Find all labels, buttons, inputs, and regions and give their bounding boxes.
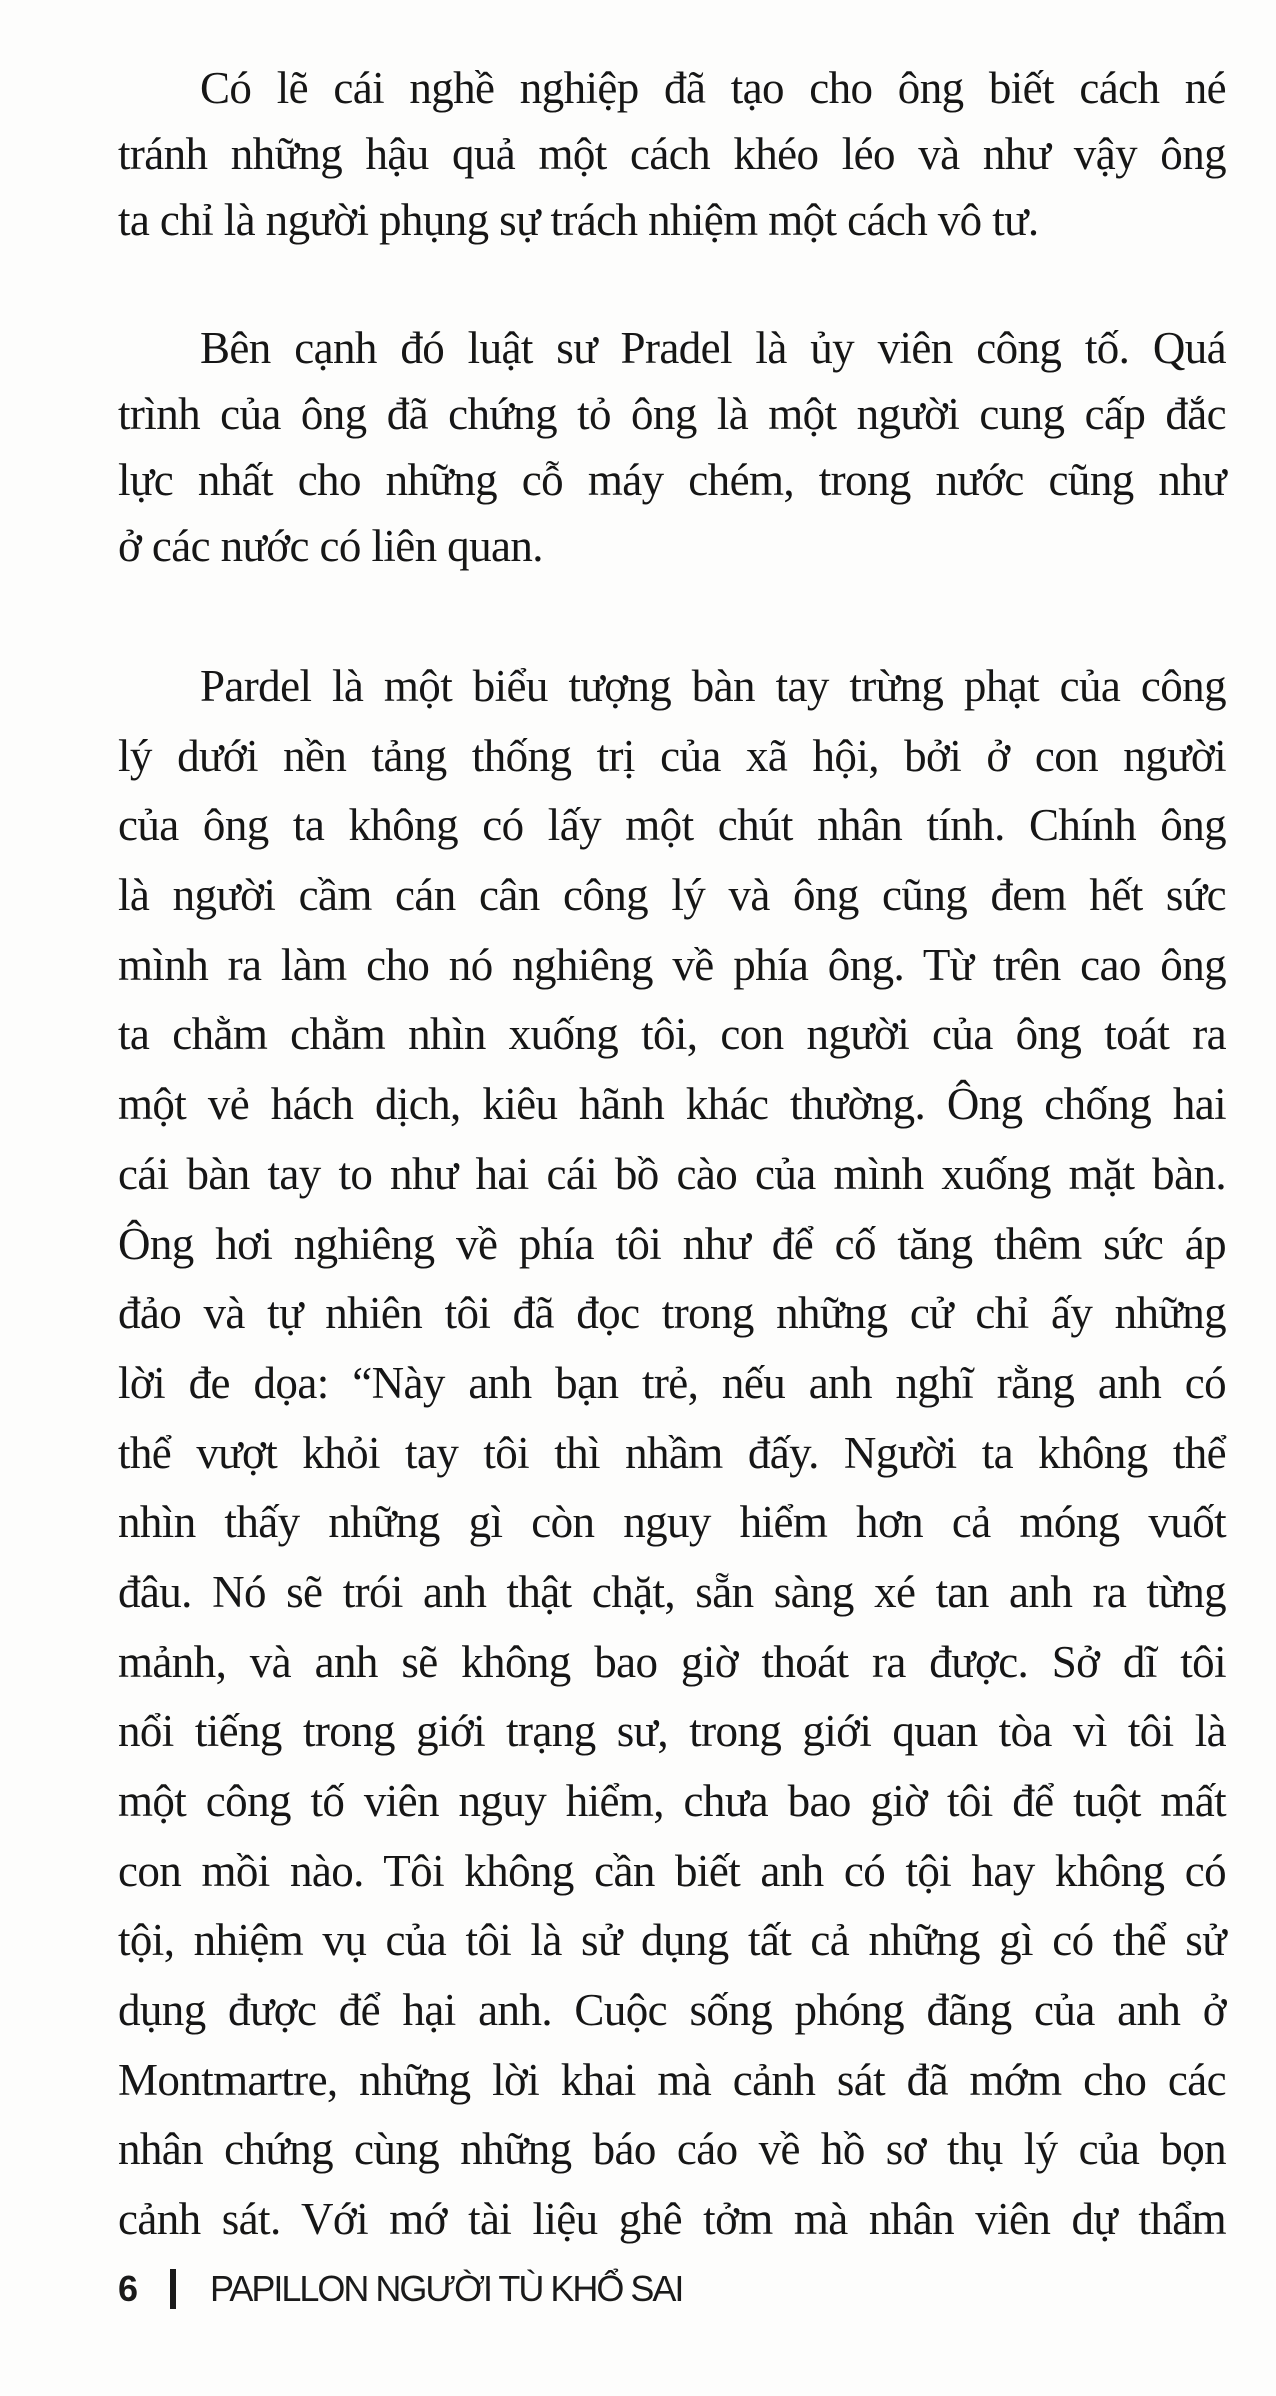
text-line: lực nhất cho những cỗ máy chém, trong nước cũng như bbox=[118, 455, 1226, 505]
text-line: lý dưới nền tảng thống trị của xã hội, bởi ở con người bbox=[118, 730, 1226, 781]
paragraph-1 bbox=[118, 55, 1226, 253]
text-line: một vẻ hách dịch, kiêu hãnh khác thường. Ông chống hai bbox=[118, 1079, 1226, 1130]
text-line: mình ra làm cho nó nghiêng về phía ông. Từ trên cao ông bbox=[118, 939, 1226, 990]
text-line: lời đe dọa: “Này anh bạn trẻ, nếu anh nghĩ rằng anh có bbox=[118, 1357, 1226, 1408]
text-line: cảnh sát. Với mớ tài liệu ghê tởm mà nhân viên dự thẩm bbox=[118, 2194, 1226, 2245]
text-line: tội, nhiệm vụ của tôi là sử dụng tất cả những gì có thể sử bbox=[118, 1915, 1226, 1966]
text-line: nhìn thấy những gì còn nguy hiểm hơn cả móng vuốt bbox=[118, 1497, 1226, 1548]
book-title: PAPILLON NGƯỜI TÙ KHỔ SAI bbox=[210, 2268, 683, 2309]
paragraph-2 bbox=[118, 315, 1226, 579]
text-line: tránh những hậu quả một cách khéo léo và như vậy ông bbox=[118, 129, 1226, 179]
page-number: 6 bbox=[118, 2268, 139, 2309]
text-line: nổi tiếng trong giới trạng sư, trong giới quan tòa vì tôi là bbox=[118, 1706, 1226, 1757]
text-line: cái bàn tay to như hai cái bồ cào của mình xuống mặt bàn. bbox=[118, 1148, 1226, 1199]
paragraph-3 bbox=[118, 652, 1226, 2255]
text-line: Bên cạnh đó luật sư Pradel là ủy viên công tố. Quá bbox=[200, 323, 1226, 373]
text-line: là người cầm cán cân công lý và ông cũng đem hết sức bbox=[118, 870, 1226, 921]
text-line: Montmartre, những lời khai mà cảnh sát đã mớm cho các bbox=[118, 2054, 1226, 2105]
text-line: đâu. Nó sẽ trói anh thật chặt, sẵn sàng xé tan anh ra từng bbox=[118, 1566, 1226, 1617]
text-line: mảnh, và anh sẽ không bao giờ thoát ra được. Sở dĩ tôi bbox=[118, 1636, 1226, 1687]
text-line: Ông hơi nghiêng về phía tôi như để cố tăng thêm sức áp bbox=[118, 1218, 1226, 1269]
page-footer bbox=[118, 2268, 682, 2310]
text-line: một công tố viên nguy hiểm, chưa bao giờ tôi để tuột mất bbox=[118, 1776, 1226, 1826]
footer-divider bbox=[170, 2269, 176, 2309]
text-line: dụng được để hại anh. Cuộc sống phóng đãng của anh ở bbox=[118, 1985, 1226, 2036]
text-line: ta chỉ là người phụng sự trách nhiệm một cách vô tư. bbox=[118, 195, 1039, 245]
text-line: Có lẽ cái nghề nghiệp đã tạo cho ông biết cách né bbox=[200, 63, 1226, 113]
text-line: đảo và tự nhiên tôi đã đọc trong những cử chỉ ấy những bbox=[118, 1288, 1226, 1339]
text-line: ta chằm chằm nhìn xuống tôi, con người của ông toát ra bbox=[118, 1009, 1226, 1060]
text-line: Pardel là một biểu tượng bàn tay trừng phạt của công bbox=[200, 661, 1226, 711]
text-line: con mồi nào. Tôi không cần biết anh có tội hay không có bbox=[118, 1845, 1226, 1896]
text-line: của ông ta không có lấy một chút nhân tính. Chính ông bbox=[118, 800, 1226, 851]
text-line: nhân chứng cùng những báo cáo về hồ sơ thụ lý của bọn bbox=[118, 2124, 1226, 2175]
text-line: trình của ông đã chứng tỏ ông là một người cung cấp đắc bbox=[118, 389, 1226, 439]
text-line: ở các nước có liên quan. bbox=[118, 521, 543, 571]
text-line: thể vượt khỏi tay tôi thì nhầm đấy. Người ta không thể bbox=[118, 1427, 1226, 1478]
